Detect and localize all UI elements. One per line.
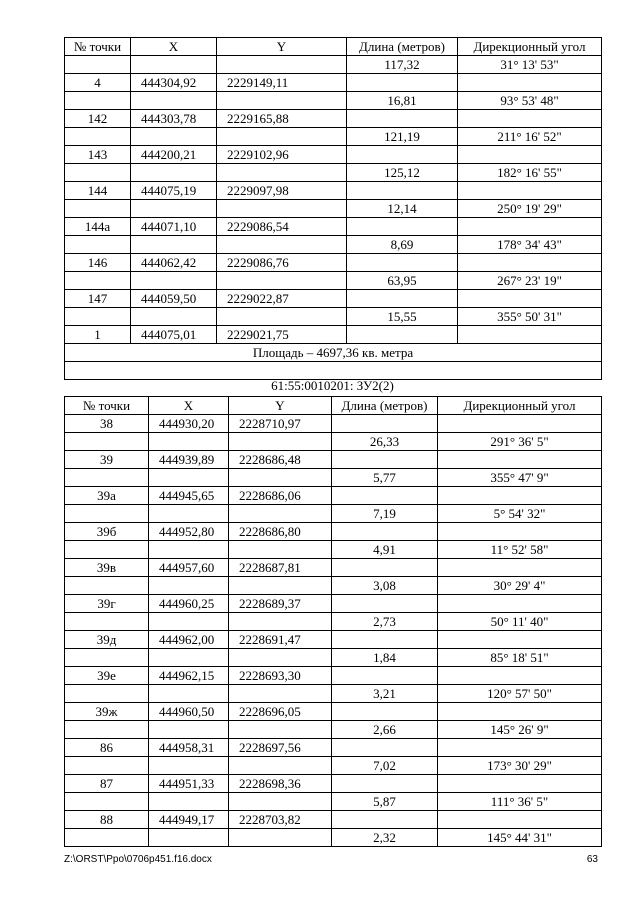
table-row [65,164,602,182]
x-coordinate-cell: 444962,15 [149,667,229,685]
table-row [65,128,602,146]
point-id-cell: 144а [65,218,131,236]
direction-angle-cell [458,254,602,272]
x-coordinate-cell: 444960,25 [149,595,229,613]
table-row [65,74,602,92]
y-coordinate-cell: 2228686,48 [229,451,332,469]
y-coordinate-cell: 2229097,98 [217,182,347,200]
point-id-cell: 88 [65,811,149,829]
point-id-cell: 39е [65,667,149,685]
x-coordinate-cell: 444075,19 [131,182,217,200]
y-coordinate-cell: 2228689,37 [229,595,332,613]
direction-angle-cell: 355° 47' 9" [438,469,602,487]
table-row [65,703,602,721]
direction-angle-cell: 267° 23' 19" [458,272,602,290]
direction-angle-cell [458,182,602,200]
y-coordinate-cell [229,793,332,811]
direction-angle-cell [438,667,602,685]
header-length: Длина (метров) [347,38,458,56]
x-coordinate-cell: 444930,20 [149,415,229,433]
length-cell [347,254,458,272]
length-cell: 7,19 [332,505,438,523]
direction-angle-cell: 11° 52' 58" [438,541,602,559]
table-row [65,56,602,74]
x-coordinate-cell [149,577,229,595]
table-row [65,757,602,775]
length-cell: 2,66 [332,721,438,739]
table-row [65,595,602,613]
point-id-cell [65,721,149,739]
length-cell [332,487,438,505]
y-coordinate-cell [217,236,347,254]
x-coordinate-cell [149,469,229,487]
length-cell: 26,33 [332,433,438,451]
length-cell [332,739,438,757]
x-coordinate-cell: 444939,89 [149,451,229,469]
x-coordinate-cell [149,541,229,559]
x-coordinate-cell: 444949,17 [149,811,229,829]
y-coordinate-cell: 2229102,96 [217,146,347,164]
table-row [65,613,602,631]
table-row [65,631,602,649]
direction-angle-cell: 85° 18' 51" [438,649,602,667]
x-coordinate-cell [131,128,217,146]
point-id-cell: 39а [65,487,149,505]
y-coordinate-cell: 2228698,36 [229,775,332,793]
length-cell [332,595,438,613]
table-row [65,667,602,685]
y-coordinate-cell: 2229022,87 [217,290,347,308]
point-id-cell [65,613,149,631]
page-number: 63 [586,854,598,865]
point-id-cell: 39д [65,631,149,649]
length-cell: 5,77 [332,469,438,487]
direction-angle-cell: 93° 53' 48" [458,92,602,110]
direction-angle-cell [438,415,602,433]
y-coordinate-cell: 2229086,54 [217,218,347,236]
direction-angle-cell [438,703,602,721]
length-cell: 3,21 [332,685,438,703]
table-row [65,415,602,433]
length-cell: 15,55 [347,308,458,326]
length-cell [332,703,438,721]
length-cell: 63,95 [347,272,458,290]
direction-angle-cell [438,487,602,505]
table-row [65,182,602,200]
x-coordinate-cell: 444951,33 [149,775,229,793]
table-row [65,290,602,308]
table-row [65,685,602,703]
table-row [65,433,602,451]
y-coordinate-cell [229,541,332,559]
point-id-cell [65,469,149,487]
x-coordinate-cell: 444962,00 [149,631,229,649]
point-id-cell [65,56,131,74]
direction-angle-cell [458,74,602,92]
x-coordinate-cell: 444952,80 [149,523,229,541]
table-row [65,829,602,847]
y-coordinate-cell [229,685,332,703]
point-id-cell: 87 [65,775,149,793]
table-row [65,469,602,487]
x-coordinate-cell [149,829,229,847]
table-row [65,146,602,164]
x-coordinate-cell: 444957,60 [149,559,229,577]
point-id-cell [65,505,149,523]
y-coordinate-cell [217,308,347,326]
x-coordinate-cell: 444075,01 [131,326,217,344]
table-row [65,505,602,523]
point-id-cell [65,829,149,847]
x-coordinate-cell: 444303,78 [131,110,217,128]
table-row [65,577,602,595]
point-id-cell: 39в [65,559,149,577]
point-id-cell: 4 [65,74,131,92]
table-row [65,272,602,290]
length-cell: 4,91 [332,541,438,559]
point-id-cell [65,541,149,559]
length-cell [332,631,438,649]
point-id-cell [65,577,149,595]
point-id-cell [65,128,131,146]
table-row [65,649,602,667]
x-coordinate-cell [131,164,217,182]
length-cell: 121,19 [347,128,458,146]
direction-angle-cell [438,523,602,541]
length-cell: 2,73 [332,613,438,631]
y-coordinate-cell [217,164,347,182]
header-point: № точки [65,38,131,56]
length-cell: 1,84 [332,649,438,667]
table-row [65,326,602,344]
length-cell: 117,32 [347,56,458,74]
header-direction-angle: Дирекционный угол [438,397,602,415]
point-id-cell: 144 [65,182,131,200]
direction-angle-cell: 182° 16' 55" [458,164,602,182]
direction-angle-cell: 173° 30' 29" [438,757,602,775]
x-coordinate-cell [131,308,217,326]
length-cell [332,523,438,541]
y-coordinate-cell [217,92,347,110]
x-coordinate-cell [131,236,217,254]
length-cell [332,415,438,433]
direction-angle-cell [458,218,602,236]
direction-angle-cell: 211° 16' 52" [458,128,602,146]
y-coordinate-cell [217,272,347,290]
direction-angle-cell [458,146,602,164]
x-coordinate-cell [131,200,217,218]
direction-angle-cell: 30° 29' 4" [438,577,602,595]
header-direction-angle: Дирекционный угол [458,38,602,56]
x-coordinate-cell [149,793,229,811]
table-row [65,523,602,541]
area-value: Площадь – 4697,36 кв. метра [65,344,602,362]
x-coordinate-cell [149,685,229,703]
direction-angle-cell: 291° 36' 5" [438,433,602,451]
point-id-cell [65,793,149,811]
direction-angle-cell [458,326,602,344]
table-row [65,487,602,505]
y-coordinate-cell [229,829,332,847]
y-coordinate-cell: 2228703,82 [229,811,332,829]
length-cell [347,146,458,164]
y-coordinate-cell: 2228693,30 [229,667,332,685]
coordinates-table-1 [64,37,602,380]
table-row [65,451,602,469]
x-coordinate-cell [149,433,229,451]
y-coordinate-cell [229,505,332,523]
point-id-cell: 39ж [65,703,149,721]
direction-angle-cell: 111° 36' 5" [438,793,602,811]
length-cell [347,74,458,92]
y-coordinate-cell [229,649,332,667]
y-coordinate-cell [229,469,332,487]
length-cell: 3,08 [332,577,438,595]
x-coordinate-cell [149,757,229,775]
point-id-cell [65,433,149,451]
point-id-cell [65,272,131,290]
point-id-cell [65,308,131,326]
y-coordinate-cell [229,577,332,595]
point-id-cell: 146 [65,254,131,272]
y-coordinate-cell: 2228686,80 [229,523,332,541]
point-id-cell: 39б [65,523,149,541]
point-id-cell [65,649,149,667]
x-coordinate-cell: 444958,31 [149,739,229,757]
y-coordinate-cell: 2229086,76 [217,254,347,272]
direction-angle-cell [438,775,602,793]
length-cell [332,811,438,829]
length-cell [347,326,458,344]
x-coordinate-cell: 444960,50 [149,703,229,721]
coordinates-table-2 [64,396,602,847]
table-row [65,775,602,793]
header-length: Длина (метров) [332,397,438,415]
length-cell [332,451,438,469]
direction-angle-cell [438,739,602,757]
point-id-cell: 39г [65,595,149,613]
x-coordinate-cell [149,721,229,739]
direction-angle-cell: 120° 57' 50" [438,685,602,703]
point-id-cell: 38 [65,415,149,433]
direction-angle-cell [438,595,602,613]
table-row [65,200,602,218]
length-cell [332,775,438,793]
direction-angle-cell [438,451,602,469]
header-point: № точки [65,397,149,415]
table-row [65,308,602,326]
x-coordinate-cell [131,56,217,74]
y-coordinate-cell: 2229021,75 [217,326,347,344]
header-x: X [131,38,217,56]
point-id-cell [65,164,131,182]
area-row [65,344,602,362]
y-coordinate-cell: 2228691,47 [229,631,332,649]
direction-angle-cell [458,110,602,128]
y-coordinate-cell [217,128,347,146]
length-cell: 5,87 [332,793,438,811]
y-coordinate-cell [229,613,332,631]
point-id-cell: 147 [65,290,131,308]
point-id-cell [65,757,149,775]
y-coordinate-cell: 2228696,05 [229,703,332,721]
y-coordinate-cell: 2228697,56 [229,739,332,757]
length-cell: 7,02 [332,757,438,775]
direction-angle-cell: 50° 11' 40" [438,613,602,631]
table-row [65,92,602,110]
direction-angle-cell: 145° 44' 31" [438,829,602,847]
point-id-cell: 86 [65,739,149,757]
direction-angle-cell: 355° 50' 31" [458,308,602,326]
table-header-row [65,38,602,56]
table-row [65,541,602,559]
y-coordinate-cell [217,200,347,218]
length-cell [332,559,438,577]
length-cell: 2,32 [332,829,438,847]
header-x: X [149,397,229,415]
header-y: Y [229,397,332,415]
x-coordinate-cell: 444200,21 [131,146,217,164]
x-coordinate-cell: 444062,42 [131,254,217,272]
y-coordinate-cell: 2228686,06 [229,487,332,505]
direction-angle-cell: 178° 34' 43" [458,236,602,254]
x-coordinate-cell [149,613,229,631]
table-row [65,236,602,254]
length-cell: 16,81 [347,92,458,110]
direction-angle-cell [438,631,602,649]
length-cell [347,290,458,308]
direction-angle-cell: 250° 19' 29" [458,200,602,218]
y-coordinate-cell [217,56,347,74]
y-coordinate-cell: 2228687,81 [229,559,332,577]
point-id-cell: 142 [65,110,131,128]
direction-angle-cell [438,559,602,577]
y-coordinate-cell: 2229165,88 [217,110,347,128]
x-coordinate-cell [149,505,229,523]
x-coordinate-cell: 444071,10 [131,218,217,236]
table-row [65,793,602,811]
length-cell: 125,12 [347,164,458,182]
table-row [65,559,602,577]
y-coordinate-cell [229,721,332,739]
direction-angle-cell: 145° 26' 9" [438,721,602,739]
x-coordinate-cell [149,649,229,667]
length-cell: 12,14 [347,200,458,218]
point-id-cell: 39 [65,451,149,469]
table-row [65,218,602,236]
plot-title: 61:55:0010201: ЗУ2(2) [271,378,394,393]
length-cell [347,218,458,236]
point-id-cell: 1 [65,326,131,344]
table-header-row [65,397,602,415]
length-cell [347,182,458,200]
table-row [65,110,602,128]
point-id-cell [65,92,131,110]
point-id-cell: 143 [65,146,131,164]
table-row [65,254,602,272]
table-row [65,721,602,739]
x-coordinate-cell [131,92,217,110]
point-id-cell [65,200,131,218]
point-id-cell [65,236,131,254]
length-cell [332,667,438,685]
x-coordinate-cell: 444059,50 [131,290,217,308]
length-cell: 8,69 [347,236,458,254]
y-coordinate-cell: 2229149,11 [217,74,347,92]
length-cell [347,110,458,128]
direction-angle-cell [458,290,602,308]
table-row [65,739,602,757]
direction-angle-cell: 31° 13' 53" [458,56,602,74]
direction-angle-cell: 5° 54' 32" [438,505,602,523]
header-y: Y [217,38,347,56]
x-coordinate-cell: 444304,92 [131,74,217,92]
y-coordinate-cell: 2228710,97 [229,415,332,433]
point-id-cell [65,685,149,703]
y-coordinate-cell [229,757,332,775]
y-coordinate-cell [229,433,332,451]
x-coordinate-cell [131,272,217,290]
x-coordinate-cell: 444945,65 [149,487,229,505]
table-row [65,811,602,829]
direction-angle-cell [438,811,602,829]
document-path: Z:\ORST\Ppo\0706p451.f16.docx [64,854,212,865]
